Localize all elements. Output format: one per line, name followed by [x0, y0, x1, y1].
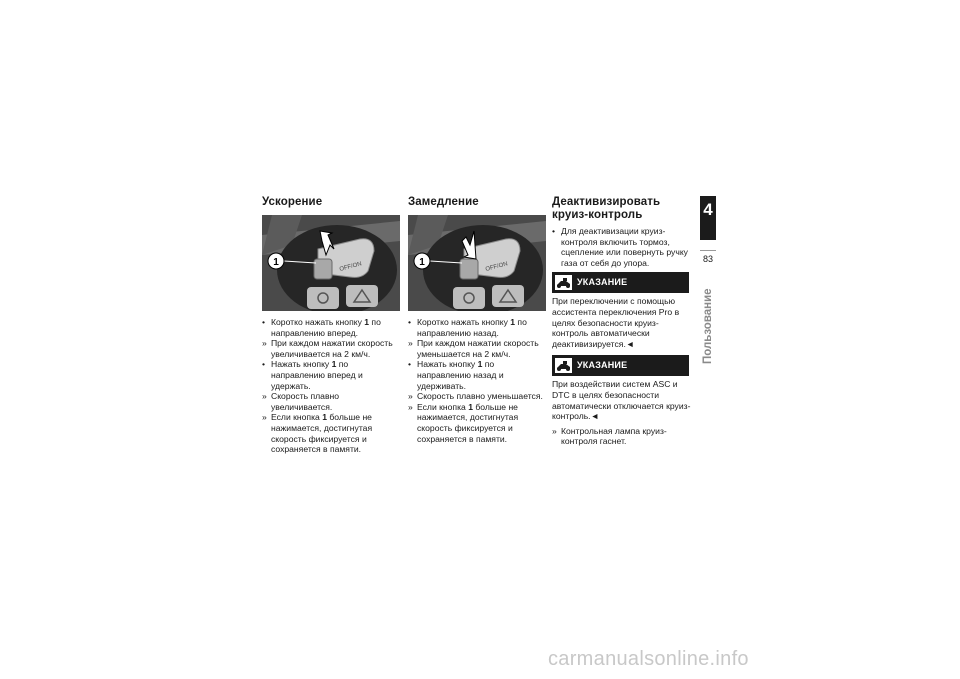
step-item: • Нажать кнопку 1 по направлению вперед и удержать. — [262, 359, 363, 391]
section-title: Пользование — [702, 288, 714, 364]
motorcycle-note-icon — [555, 358, 572, 373]
step-item: • Коротко нажать кнопку 1 по направлению вперед. — [262, 317, 381, 338]
step-item: » Если кнопка 1 больше не нажимается, достигнутая скорость фиксируется и сохраняется в памяти. — [408, 401, 519, 444]
callout-1: 1 — [419, 257, 425, 268]
step-item: • Нажать кнопку 1 по направлению назад и удерживать. — [408, 359, 504, 391]
motorcycle-note-icon — [555, 275, 572, 290]
step-item: » При каждом нажатии скорость увеличивается на 2 км/ч. — [262, 338, 393, 359]
step-item: » Контрольная лампа круиз-контроля гаснет. — [552, 425, 667, 447]
note-label: УКАЗАНИЕ — [577, 277, 628, 288]
note-label: УКАЗАНИЕ — [577, 360, 628, 371]
handlebar-photo — [262, 215, 400, 311]
steps-deceleration — [408, 317, 548, 444]
heading-deceleration: Замедление — [408, 196, 479, 208]
photo-label-offon: OFF/ON — [484, 261, 509, 273]
chapter-number: 4 — [703, 200, 713, 219]
handlebar-illustration — [262, 215, 400, 311]
step-item: » При каждом нажатии скорость уменьшается на 2 км/ч. — [408, 338, 539, 359]
photo-label-offon: OFF/ON — [338, 261, 363, 273]
steps-acceleration — [262, 317, 402, 455]
step-item: • Коротко нажать кнопку 1 по направлению назад. — [408, 317, 527, 338]
column-deactivate — [552, 196, 692, 447]
step-item: » Если кнопка 1 больше не нажимается, достигнутая скорость фиксируется и сохраняется в памяти. — [262, 412, 373, 455]
column-acceleration — [262, 196, 402, 455]
watermark: carmanualsonline.info — [548, 648, 749, 670]
heading-deactivate: Деактивизировать круиз-контроль — [552, 196, 661, 221]
note-text: При переключении с помощью ассистента переключения Pro в целях безопасности круиз-контроль автоматически деактивизируется.◄ — [552, 296, 680, 349]
column-deceleration — [408, 196, 548, 444]
heading-acceleration: Ускорение — [262, 196, 323, 208]
steps-deactivate — [552, 226, 692, 268]
handlebar-photo — [408, 215, 546, 311]
note-text: При воздействии систем ASC и DTC в целях безопасности автоматически отключается круиз-контроль.◄ — [552, 379, 691, 422]
callout-1: 1 — [273, 257, 279, 268]
steps-deactivate-result — [552, 426, 692, 447]
page-number: 83 — [702, 254, 713, 264]
handlebar-illustration — [408, 215, 546, 311]
step-item: • Для деактивизации круиз-контроля включить тормоз, сцепление или повернуть ручку газа от себя до упора. — [552, 226, 688, 268]
note-box — [552, 355, 689, 376]
note-box — [552, 272, 689, 293]
step-item: » Скорость плавно уменьшается. — [408, 391, 543, 402]
step-item: » Скорость плавно увеличивается. — [262, 391, 340, 412]
tab-divider — [700, 250, 716, 251]
